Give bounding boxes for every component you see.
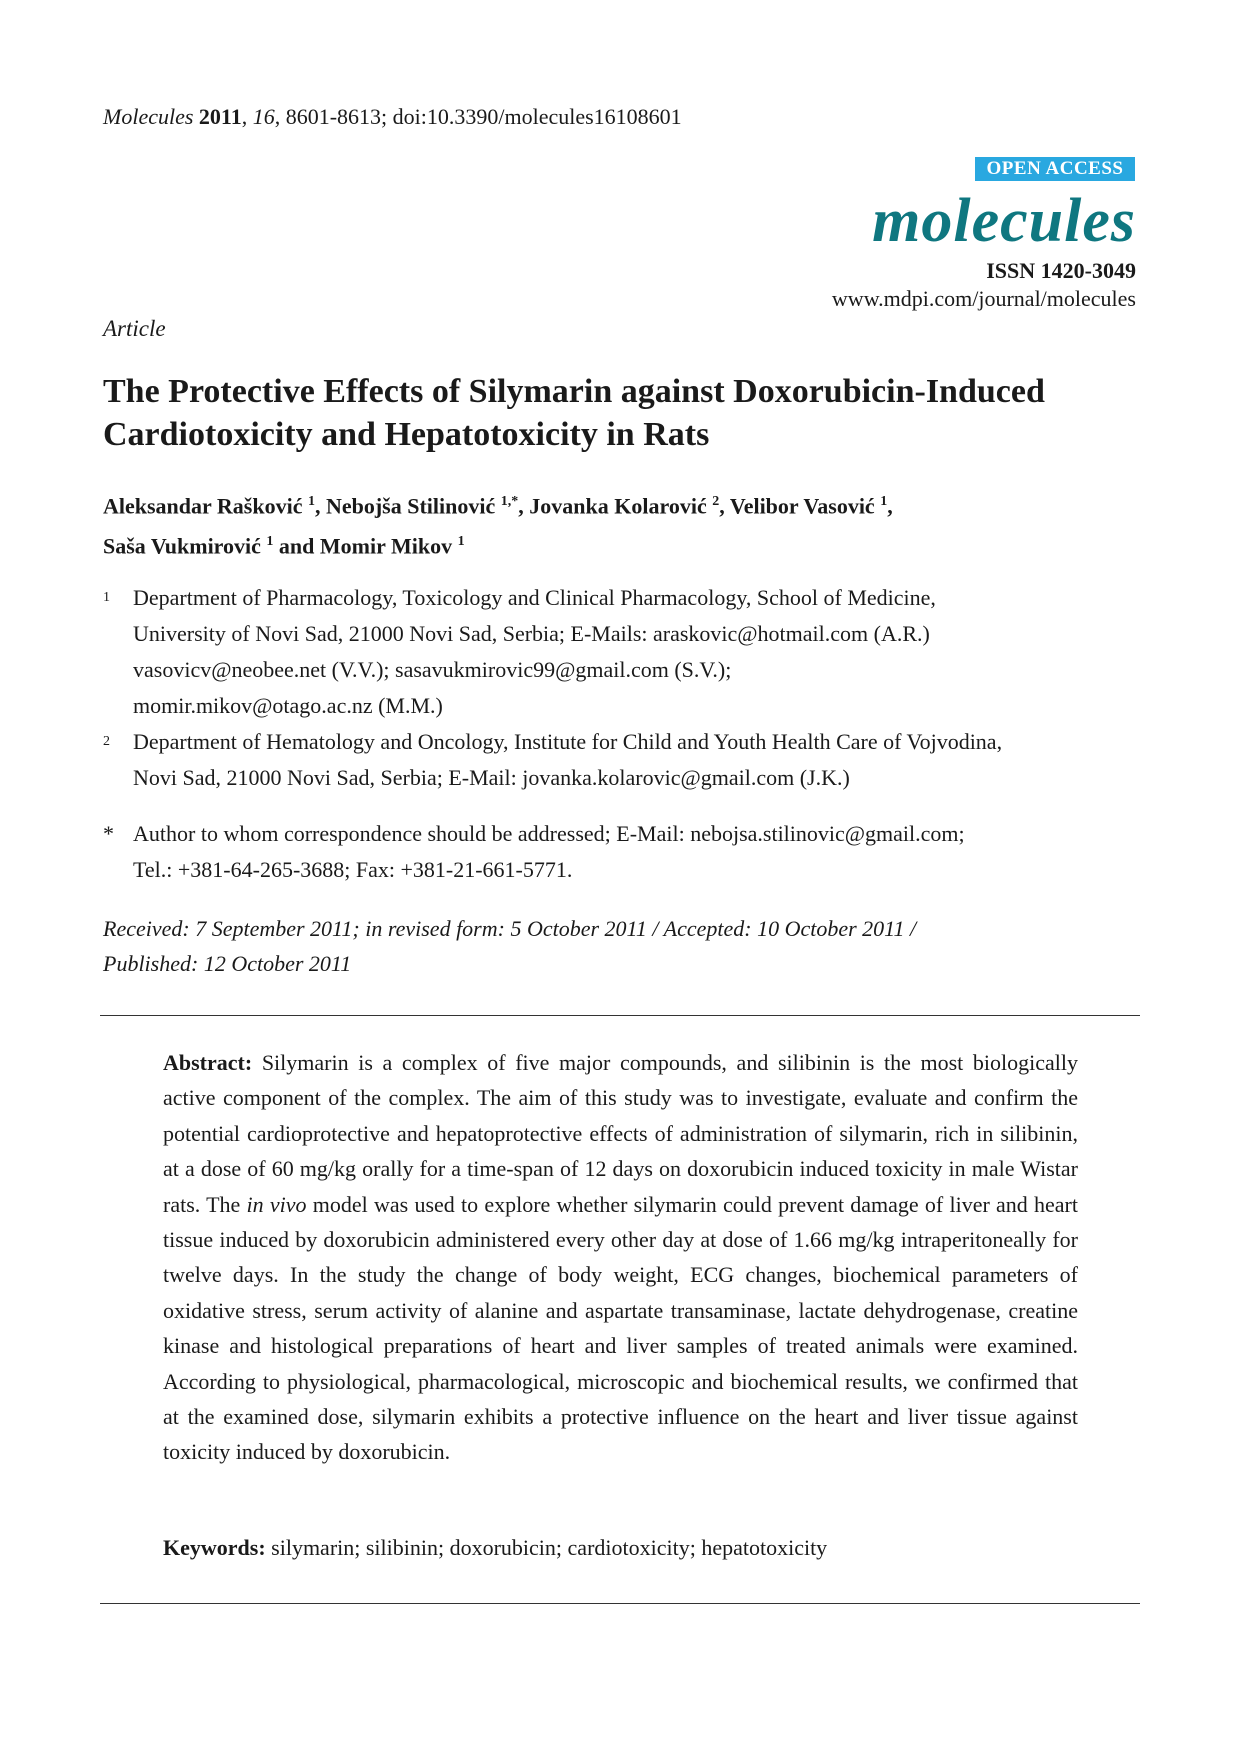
keywords-label: Keywords: <box>163 1535 266 1560</box>
abstract-text: Silymarin is a complex of five major compounds, and silibinin is the most biologically active component of the complex. The aim of this study was to investigate, evaluate and confirm the potential cardioprotective and hepatoprotective effects of administration of silymarin, rich in silibinin, at a dose of 60 mg/kg orally for a time-span of 12 days on doxorubicin induced toxicity in male Wistar rats. The <box>163 1050 1078 1217</box>
correspondence-marker: * <box>103 821 114 846</box>
abstract-italic: in vivo <box>246 1191 307 1217</box>
affiliation-line: University of Novi Sad, 21000 Novi Sad, Serbia; E-Mails: araskovic@hotmail.com (A.R.) <box>133 621 930 646</box>
keywords-text: silymarin; silibinin; doxorubicin; cardiotoxicity; hepatotoxicity <box>265 1535 828 1560</box>
affiliation-line: Department of Pharmacology, Toxicology and Clinical Pharmacology, School of Medicine, <box>133 585 936 610</box>
author-name: Jovanka Kolarović <box>529 493 707 519</box>
citation-rest: , 8601-8613; doi:10.3390/molecules16108601 <box>274 104 682 129</box>
affiliation-line: Novi Sad, 21000 Novi Sad, Serbia; E-Mail: jovanka.kolarovic@gmail.com (J.K.) <box>133 765 850 790</box>
title-line-1: The Protective Effects of Silymarin against Doxorubicin-Induced <box>103 373 1045 410</box>
citation-line: Molecules 2011, 16, 8601-8613; doi:10.3390/molecules16108601 <box>103 104 682 129</box>
affiliation-line: momir.mikov@otago.ac.nz (M.M.) <box>133 693 443 718</box>
affiliation-1 <box>103 580 1153 724</box>
divider-bottom <box>100 1603 1140 1604</box>
affiliation-marker: 2 <box>103 734 110 749</box>
affiliation-2 <box>103 724 1153 796</box>
publication-dates <box>103 911 1163 981</box>
correspondence-line: Author to whom correspondence should be addressed; E-Mail: nebojsa.stilinovic@gmail.com; <box>133 821 965 846</box>
open-access-badge: OPEN ACCESS <box>975 157 1135 181</box>
journal-logo: molecules <box>872 187 1136 255</box>
dates-line-1: Received: 7 September 2011; in revised form: 5 October 2011 / Accepted: 10 October 2011 / <box>103 916 917 941</box>
abstract-label: Abstract: <box>163 1050 253 1075</box>
citation-year: 2011 <box>198 104 242 129</box>
author-name: Velibor Vasović <box>729 493 875 519</box>
keywords <box>163 1535 827 1561</box>
divider-top <box>100 1015 1140 1016</box>
author-name: Saša Vukmirović <box>103 533 261 559</box>
article-type: Article <box>103 316 166 341</box>
paper-title <box>103 370 1163 456</box>
correspondence <box>103 816 1153 888</box>
title-line-2: Cardiotoxicity and Hepatotoxicity in Rats <box>103 416 710 453</box>
affiliation-marker: 1 <box>103 590 110 605</box>
author-affiliation: 1 <box>266 534 274 550</box>
correspondence-line: Tel.: +381-64-265-3688; Fax: +381-21-661-5771. <box>133 857 573 882</box>
abstract <box>163 1045 1078 1470</box>
issn: ISSN 1420-3049 <box>986 258 1136 283</box>
author-affiliation: 1 <box>457 534 465 550</box>
abstract-text: model was used to explore whether silymarin could prevent damage of liver and heart tissue induced by doxorubicin administered every other day at dose of 1.66 mg/kg intraperitoneally for twelve days. In the study the change of body weight, ECG changes, biochemical parameters of oxidative stress, serum activity of alanine and aspartate transaminase, lactate dehydrogenase, creatine kinase and histological preparations of heart and liver samples of treated animals were examined. According to physiological, pharmacological, microscopic and biochemical results, we confirmed that at the examined dose, silymarin exhibits a protective influence on the heart and liver tissue against toxicity induced by doxorubicin. <box>163 1191 1078 1465</box>
citation-volume: 16 <box>252 104 275 129</box>
citation-journal: Molecules <box>103 104 194 129</box>
author-name: Momir Mikov <box>319 533 453 559</box>
author-affiliation: 1,* <box>500 494 519 509</box>
journal-url[interactable]: www.mdpi.com/journal/molecules <box>831 286 1136 311</box>
author-affiliation: 2 <box>712 494 720 509</box>
affiliation-line: Department of Hematology and Oncology, Institute for Child and Youth Health Care of Vojvodina, <box>133 729 1003 754</box>
affiliation-line: vasovicv@neobee.net (V.V.); sasavukmirovic99@gmail.com (S.V.); <box>133 657 732 682</box>
author-list: Aleksandar Rašković $^1$, Nebojša Stilinović $^{1,*}$, Jovanka Kolarović $^2$, Velibor Vasović $^1$, Saša Vukmirović $^1$ and Momir Mikov $^1$ <box>103 493 893 559</box>
author-affiliation: 1 <box>880 494 888 509</box>
dates-line-2: Published: 12 October 2011 <box>103 951 352 976</box>
author-name: Nebojša Stilinović <box>325 493 496 519</box>
author-affiliation: 1 <box>307 494 315 509</box>
author-name: Aleksandar Rašković <box>103 493 303 519</box>
